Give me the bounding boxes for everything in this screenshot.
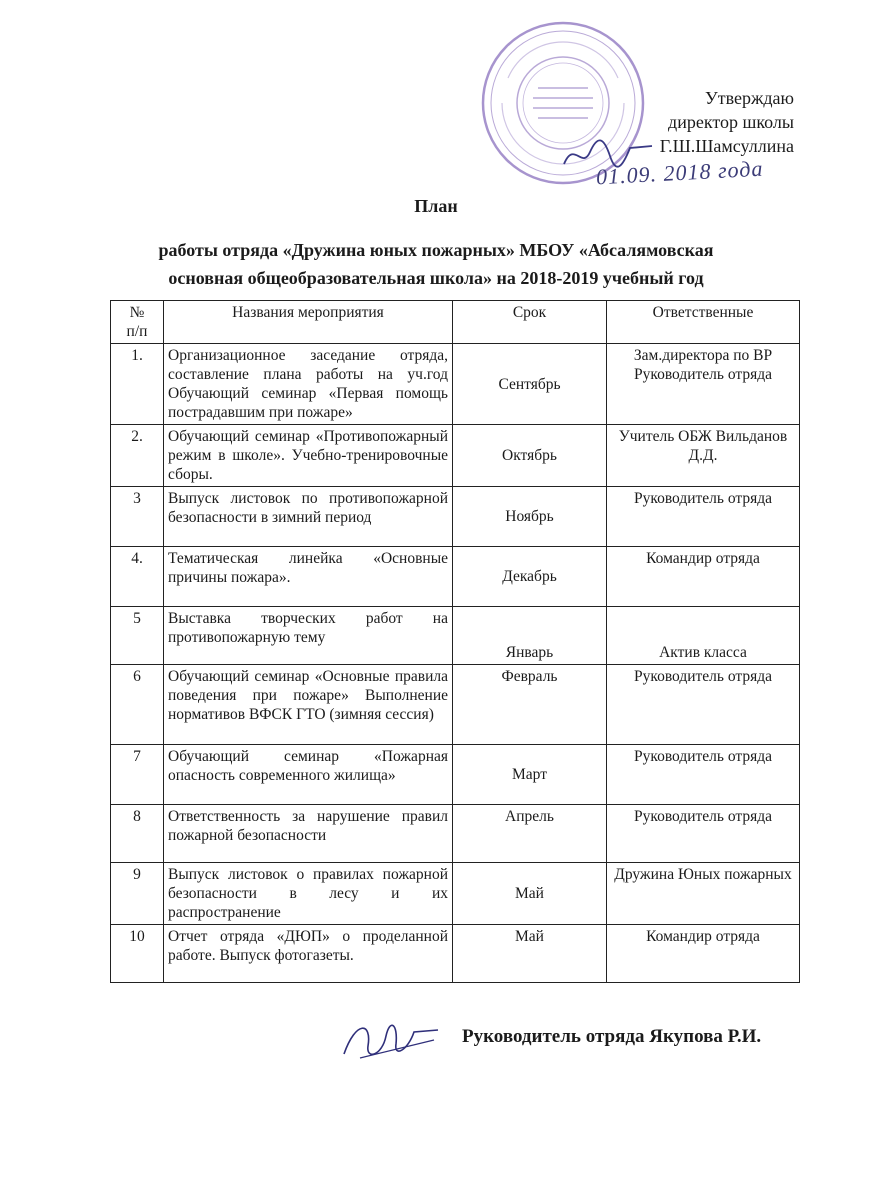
row-event: Обучающий семинар «Пожарная опасность современного жилища» — [164, 745, 453, 805]
row-event: Обучающий семинар «Противопожарный режим в школе». Учебно-тренировочные сборы. — [164, 425, 453, 487]
row-number: 1. — [111, 344, 164, 425]
row-number: 3 — [111, 487, 164, 547]
table-row — [111, 805, 800, 863]
row-event: Обучающий семинар «Основные правила поведения при пожаре» Выполнение нормативов ВФСК ГТО (зимняя сессия) — [164, 665, 453, 745]
table-row — [111, 487, 800, 547]
document-subtitle — [0, 236, 872, 292]
table-row — [111, 745, 800, 805]
table-row — [111, 925, 800, 983]
header-responsible: Ответственные — [607, 301, 800, 344]
table-row — [111, 344, 800, 425]
row-event: Выпуск листовок по противопожарной безопасности в зимний период — [164, 487, 453, 547]
header-number — [111, 301, 164, 344]
table-header-row — [111, 301, 800, 344]
row-responsible: Командир отряда — [607, 547, 800, 607]
row-number: 4. — [111, 547, 164, 607]
table-row — [111, 547, 800, 607]
approval-line-2: директор школы — [668, 112, 794, 132]
header-number-line-1: № — [129, 304, 145, 321]
row-number: 6 — [111, 665, 164, 745]
row-number: 10 — [111, 925, 164, 983]
subtitle-line-2: основная общеобразовательная школа» на 2018-2019 учебный год — [168, 268, 704, 288]
row-term: Май — [453, 863, 607, 925]
approval-block — [660, 86, 794, 158]
header-number-line-2: п/п — [126, 323, 148, 340]
document-title: План — [414, 196, 458, 216]
row-term: Сентябрь — [453, 344, 607, 425]
row-responsible: Командир отряда — [607, 925, 800, 983]
row-number: 5 — [111, 607, 164, 665]
row-responsible: Учитель ОБЖ Вильданов Д.Д. — [607, 425, 800, 487]
table-row — [111, 665, 800, 745]
row-responsible: Руководитель отряда — [607, 805, 800, 863]
row-term: Май — [453, 925, 607, 983]
row-responsible: Руководитель отряда — [607, 487, 800, 547]
table-row — [111, 425, 800, 487]
row-responsible: Руководитель отряда — [607, 665, 800, 745]
plan-table — [110, 300, 800, 983]
row-term: Февраль — [453, 665, 607, 745]
leader-signoff: Руководитель отряда Якупова Р.И. — [462, 1026, 762, 1047]
row-responsible: Дружина Юных пожарных — [607, 863, 800, 925]
leader-signature — [338, 1010, 448, 1065]
table-row — [111, 863, 800, 925]
table-row — [111, 607, 800, 665]
row-responsible: Актив класса — [607, 607, 800, 665]
row-term: Январь — [453, 607, 607, 665]
row-term: Апрель — [453, 805, 607, 863]
row-event: Организационное заседание отряда, составление плана работы на уч.год Обучающий семинар «Первая помощь пострадавшим при пожаре» — [164, 344, 453, 425]
row-event: Ответственность за нарушение правил пожарной безопасности — [164, 805, 453, 863]
row-term: Март — [453, 745, 607, 805]
row-term: Ноябрь — [453, 487, 607, 547]
approval-line-1: Утверждаю — [704, 88, 794, 108]
row-number: 8 — [111, 805, 164, 863]
row-number: 2. — [111, 425, 164, 487]
row-responsible: Руководитель отряда — [607, 745, 800, 805]
approval-line-3: Г.Ш.Шамсуллина — [659, 136, 794, 156]
header-name: Названия мероприятия — [164, 301, 453, 344]
row-term: Октябрь — [453, 425, 607, 487]
header-term: Срок — [453, 301, 607, 344]
row-event: Тематическая линейка «Основные причины пожара». — [164, 547, 453, 607]
row-number: 7 — [111, 745, 164, 805]
subtitle-line-1: работы отряда «Дружина юных пожарных» МБОУ «Абсалямовская — [158, 240, 714, 260]
row-number: 9 — [111, 863, 164, 925]
approval-date: 01.09. 2018 года — [595, 155, 764, 190]
row-event: Выставка творческих работ на противопожарную тему — [164, 607, 453, 665]
row-event: Отчет отряда «ДЮП» о проделанной работе. Выпуск фотогазеты. — [164, 925, 453, 983]
row-term: Декабрь — [453, 547, 607, 607]
row-responsible: Зам.директора по ВР Руководитель отряда — [607, 344, 800, 425]
row-event: Выпуск листовок о правилах пожарной безопасности в лесу и их распространение — [164, 863, 453, 925]
